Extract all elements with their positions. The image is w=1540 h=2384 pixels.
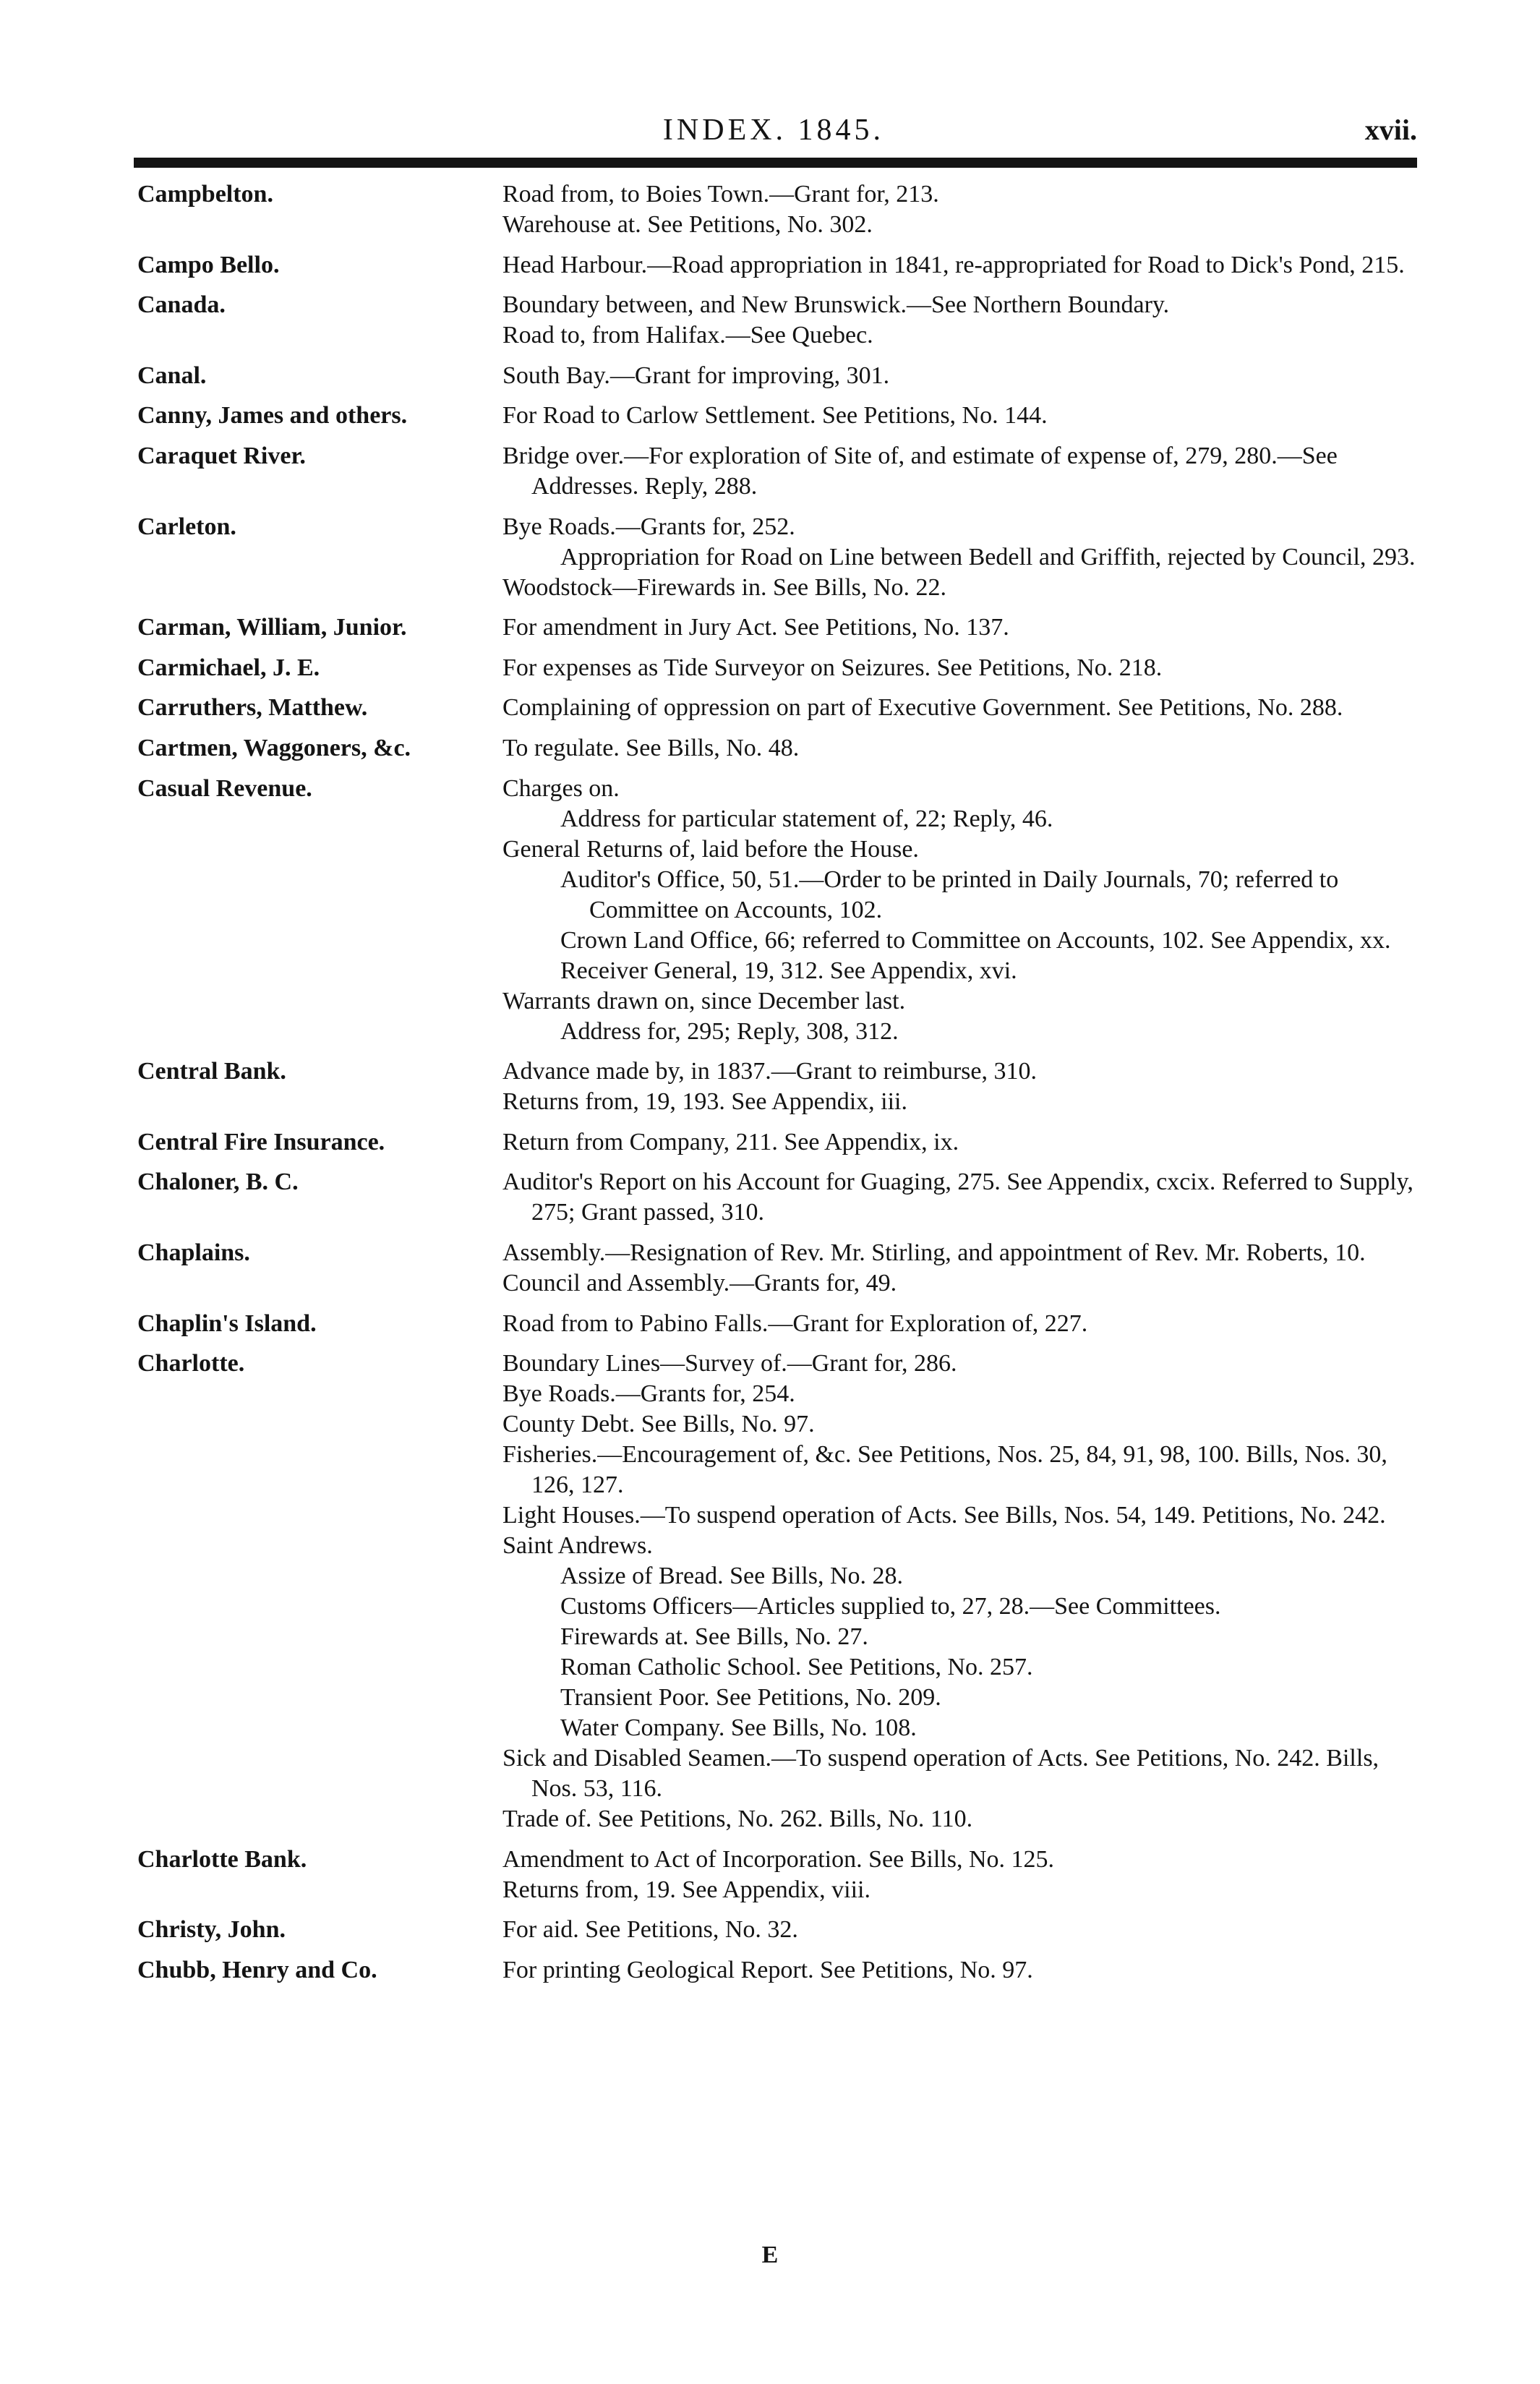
reference-line: Amendment to Act of Incorporation. See Bills, No. 125. — [502, 1845, 1054, 1873]
index-entry — [134, 441, 1417, 502]
entry-references — [502, 290, 1417, 351]
index-entry — [134, 1845, 1417, 1905]
reference-line: Light Houses.—To suspend operation of Acts. See Bills, Nos. 54, 149. Petitions, No. 242. — [502, 1502, 1386, 1529]
index-entry — [134, 693, 1417, 723]
entry-references — [502, 774, 1417, 1047]
entry-subject: Carruthers, Matthew. — [137, 694, 368, 722]
reference-line: Bridge over.—For exploration of Site of, and estimate of expense of, 279, 280.—See Addresses. Reply, 288. — [502, 442, 1338, 500]
reference-line: Receiver General, 19, 312. See Appendix, xvi. — [560, 957, 1017, 984]
reference-line: For Road to Carlow Settlement. See Petitions, No. 144. — [502, 402, 1048, 430]
page-header — [130, 108, 1417, 152]
reference-line: For printing Geological Report. See Petitions, No. 97. — [502, 1956, 1033, 1983]
entry-references — [502, 733, 1417, 764]
entry-subject: Chaloner, B. C. — [137, 1168, 299, 1196]
reference-line: South Bay.—Grant for improving, 301. — [502, 362, 890, 389]
reference-line: Firewards at. See Bills, No. 27. — [560, 1623, 868, 1651]
reference-line: For aid. See Petitions, No. 32. — [502, 1916, 798, 1944]
index-entry — [134, 1127, 1417, 1158]
reference-line: Warehouse at. See Petitions, No. 302. — [502, 211, 873, 238]
index-entry — [134, 774, 1417, 1047]
entry-references — [502, 1309, 1417, 1339]
reference-line: General Returns of, laid before the House. — [502, 835, 919, 863]
entry-references — [502, 512, 1417, 603]
index-entry — [134, 361, 1417, 391]
entry-subject: Chubb, Henry and Co. — [137, 1956, 377, 1983]
index-entry — [134, 1349, 1417, 1834]
index-entry — [134, 653, 1417, 683]
index-entry — [134, 1915, 1417, 1945]
reference-line: Customs Officers—Articles supplied to, 27, 28.—See Committees. — [560, 1593, 1221, 1620]
reference-line: For expenses as Tide Surveyor on Seizures. See Petitions, No. 218. — [502, 654, 1163, 681]
reference-line: Road to, from Halifax.—See Quebec. — [502, 322, 873, 349]
entry-references — [502, 361, 1417, 391]
entry-references — [502, 179, 1417, 240]
entry-subject: Caraquet River. — [137, 442, 306, 469]
entry-references — [502, 1955, 1417, 1986]
reference-line: Complaining of oppression on part of Executive Government. See Petitions, No. 288. — [502, 694, 1343, 722]
entry-references — [502, 1349, 1417, 1834]
reference-line: Returns from, 19. See Appendix, viii. — [502, 1876, 871, 1903]
reference-line: Returns from, 19, 193. See Appendix, iii. — [502, 1088, 908, 1116]
entry-subject: Carleton. — [137, 513, 236, 540]
reference-line: Address for particular statement of, 22; Reply, 46. — [560, 805, 1053, 832]
reference-line: Crown Land Office, 66; referred to Committee on Accounts, 102. See Appendix, xx. — [560, 926, 1391, 954]
entry-references — [502, 1056, 1417, 1117]
reference-line: Assembly.—Resignation of Rev. Mr. Stirling, and appointment of Rev. Mr. Roberts, 10. — [502, 1239, 1366, 1266]
entry-subject: Canal. — [137, 362, 207, 389]
reference-line: Sick and Disabled Seamen.—To suspend operation of Acts. See Petitions, No. 242. Bills, Nos. 53, 116. — [502, 1745, 1379, 1803]
index-entry — [134, 1056, 1417, 1117]
reference-line: Bye Roads.—Grants for, 252. — [502, 513, 795, 540]
reference-line: Saint Andrews. — [502, 1532, 653, 1560]
reference-line: For amendment in Jury Act. See Petitions, No. 137. — [502, 614, 1009, 641]
entry-subject: Canada. — [137, 291, 226, 319]
index-entry — [134, 250, 1417, 281]
reference-line: Auditor's Office, 50, 51.—Order to be printed in Daily Journals, 70; referred to Committee on Accounts, 102. — [560, 866, 1339, 923]
reference-line: Road from, to Boies Town.—Grant for, 213. — [502, 181, 939, 208]
entry-subject: Carmichael, J. E. — [137, 654, 320, 681]
reference-line: Warrants drawn on, since December last. — [502, 987, 906, 1014]
entry-references — [502, 441, 1417, 502]
reference-line: Road from to Pabino Falls.—Grant for Exploration of, 227. — [502, 1310, 1088, 1337]
reference-line: Bye Roads.—Grants for, 254. — [502, 1380, 795, 1408]
entry-subject: Central Bank. — [137, 1058, 286, 1085]
entry-subject: Charlotte. — [137, 1350, 245, 1377]
entry-subject: Christy, John. — [137, 1916, 286, 1944]
entry-subject: Chaplin's Island. — [137, 1310, 317, 1337]
index-entry — [134, 1309, 1417, 1339]
entry-references — [502, 1915, 1417, 1945]
reference-line: Address for, 295; Reply, 308, 312. — [560, 1017, 899, 1045]
reference-line: Boundary Lines—Survey of.—Grant for, 286. — [502, 1350, 957, 1377]
index-entry — [134, 401, 1417, 431]
entry-references — [502, 693, 1417, 723]
entry-references — [502, 401, 1417, 431]
entry-subject: Campbelton. — [137, 181, 273, 208]
index-entry — [134, 512, 1417, 603]
entry-subject: Chaplains. — [137, 1239, 250, 1266]
index-entry — [134, 179, 1417, 240]
reference-line: To regulate. See Bills, No. 48. — [502, 734, 800, 761]
index-entries — [134, 179, 1417, 1995]
index-entry — [134, 733, 1417, 764]
entry-references — [502, 1127, 1417, 1158]
entry-subject: Casual Revenue. — [137, 774, 312, 802]
entry-subject: Canny, James and others. — [137, 402, 408, 430]
reference-line: Water Company. See Bills, No. 108. — [560, 1714, 917, 1742]
index-entry — [134, 1955, 1417, 1986]
signature-mark: E — [761, 2242, 779, 2268]
reference-line: Auditor's Report on his Account for Guaging, 275. See Appendix, cxcix. Referred to Supply, 275; Grant passed, 310. — [502, 1168, 1413, 1226]
page-title: INDEX. 1845. — [662, 114, 885, 147]
entry-subject: Cartmen, Waggoners, &c. — [137, 734, 411, 761]
reference-line: Roman Catholic School. See Petitions, No. 257. — [560, 1654, 1033, 1681]
reference-line: County Debt. See Bills, No. 97. — [502, 1411, 815, 1438]
entry-references — [502, 1167, 1417, 1228]
reference-line: Return from Company, 211. See Appendix, ix. — [502, 1128, 959, 1155]
reference-line: Council and Assembly.—Grants for, 49. — [502, 1269, 897, 1296]
entry-references — [502, 1238, 1417, 1299]
entry-subject: Campo Bello. — [137, 251, 280, 278]
entry-subject: Charlotte Bank. — [137, 1845, 307, 1873]
reference-line: Charges on. — [502, 774, 620, 802]
page-number: xvii. — [1364, 114, 1417, 146]
entry-references — [502, 612, 1417, 643]
index-entry — [134, 612, 1417, 643]
index-entry — [134, 290, 1417, 351]
reference-line: Advance made by, in 1837.—Grant to reimburse, 310. — [502, 1058, 1038, 1085]
reference-line: Transient Poor. See Petitions, No. 209. — [560, 1684, 941, 1712]
entry-references — [502, 1845, 1417, 1905]
index-entry — [134, 1238, 1417, 1299]
reference-line: Woodstock—Firewards in. See Bills, No. 22. — [502, 573, 946, 601]
entry-references — [502, 653, 1417, 683]
reference-line: Trade of. See Petitions, No. 262. Bills, No. 110. — [502, 1806, 973, 1833]
entry-subject: Central Fire Insurance. — [137, 1128, 385, 1155]
index-entry — [134, 1167, 1417, 1228]
reference-line: Assize of Bread. See Bills, No. 28. — [560, 1563, 904, 1590]
header-rule — [134, 158, 1417, 168]
entry-references — [502, 250, 1417, 281]
reference-line: Boundary between, and New Brunswick.—See Northern Boundary. — [502, 291, 1170, 319]
reference-line: Appropriation for Road on Line between Bedell and Griffith, rejected by Council, 293. — [560, 543, 1416, 571]
reference-line: Head Harbour.—Road appropriation in 1841, re-appropriated for Road to Dick's Pond, 215. — [502, 251, 1405, 278]
entry-subject: Carman, William, Junior. — [137, 614, 407, 641]
reference-line: Fisheries.—Encouragement of, &c. See Petitions, Nos. 25, 84, 91, 98, 100. Bills, Nos. 30, 126, 127. — [502, 1441, 1387, 1499]
